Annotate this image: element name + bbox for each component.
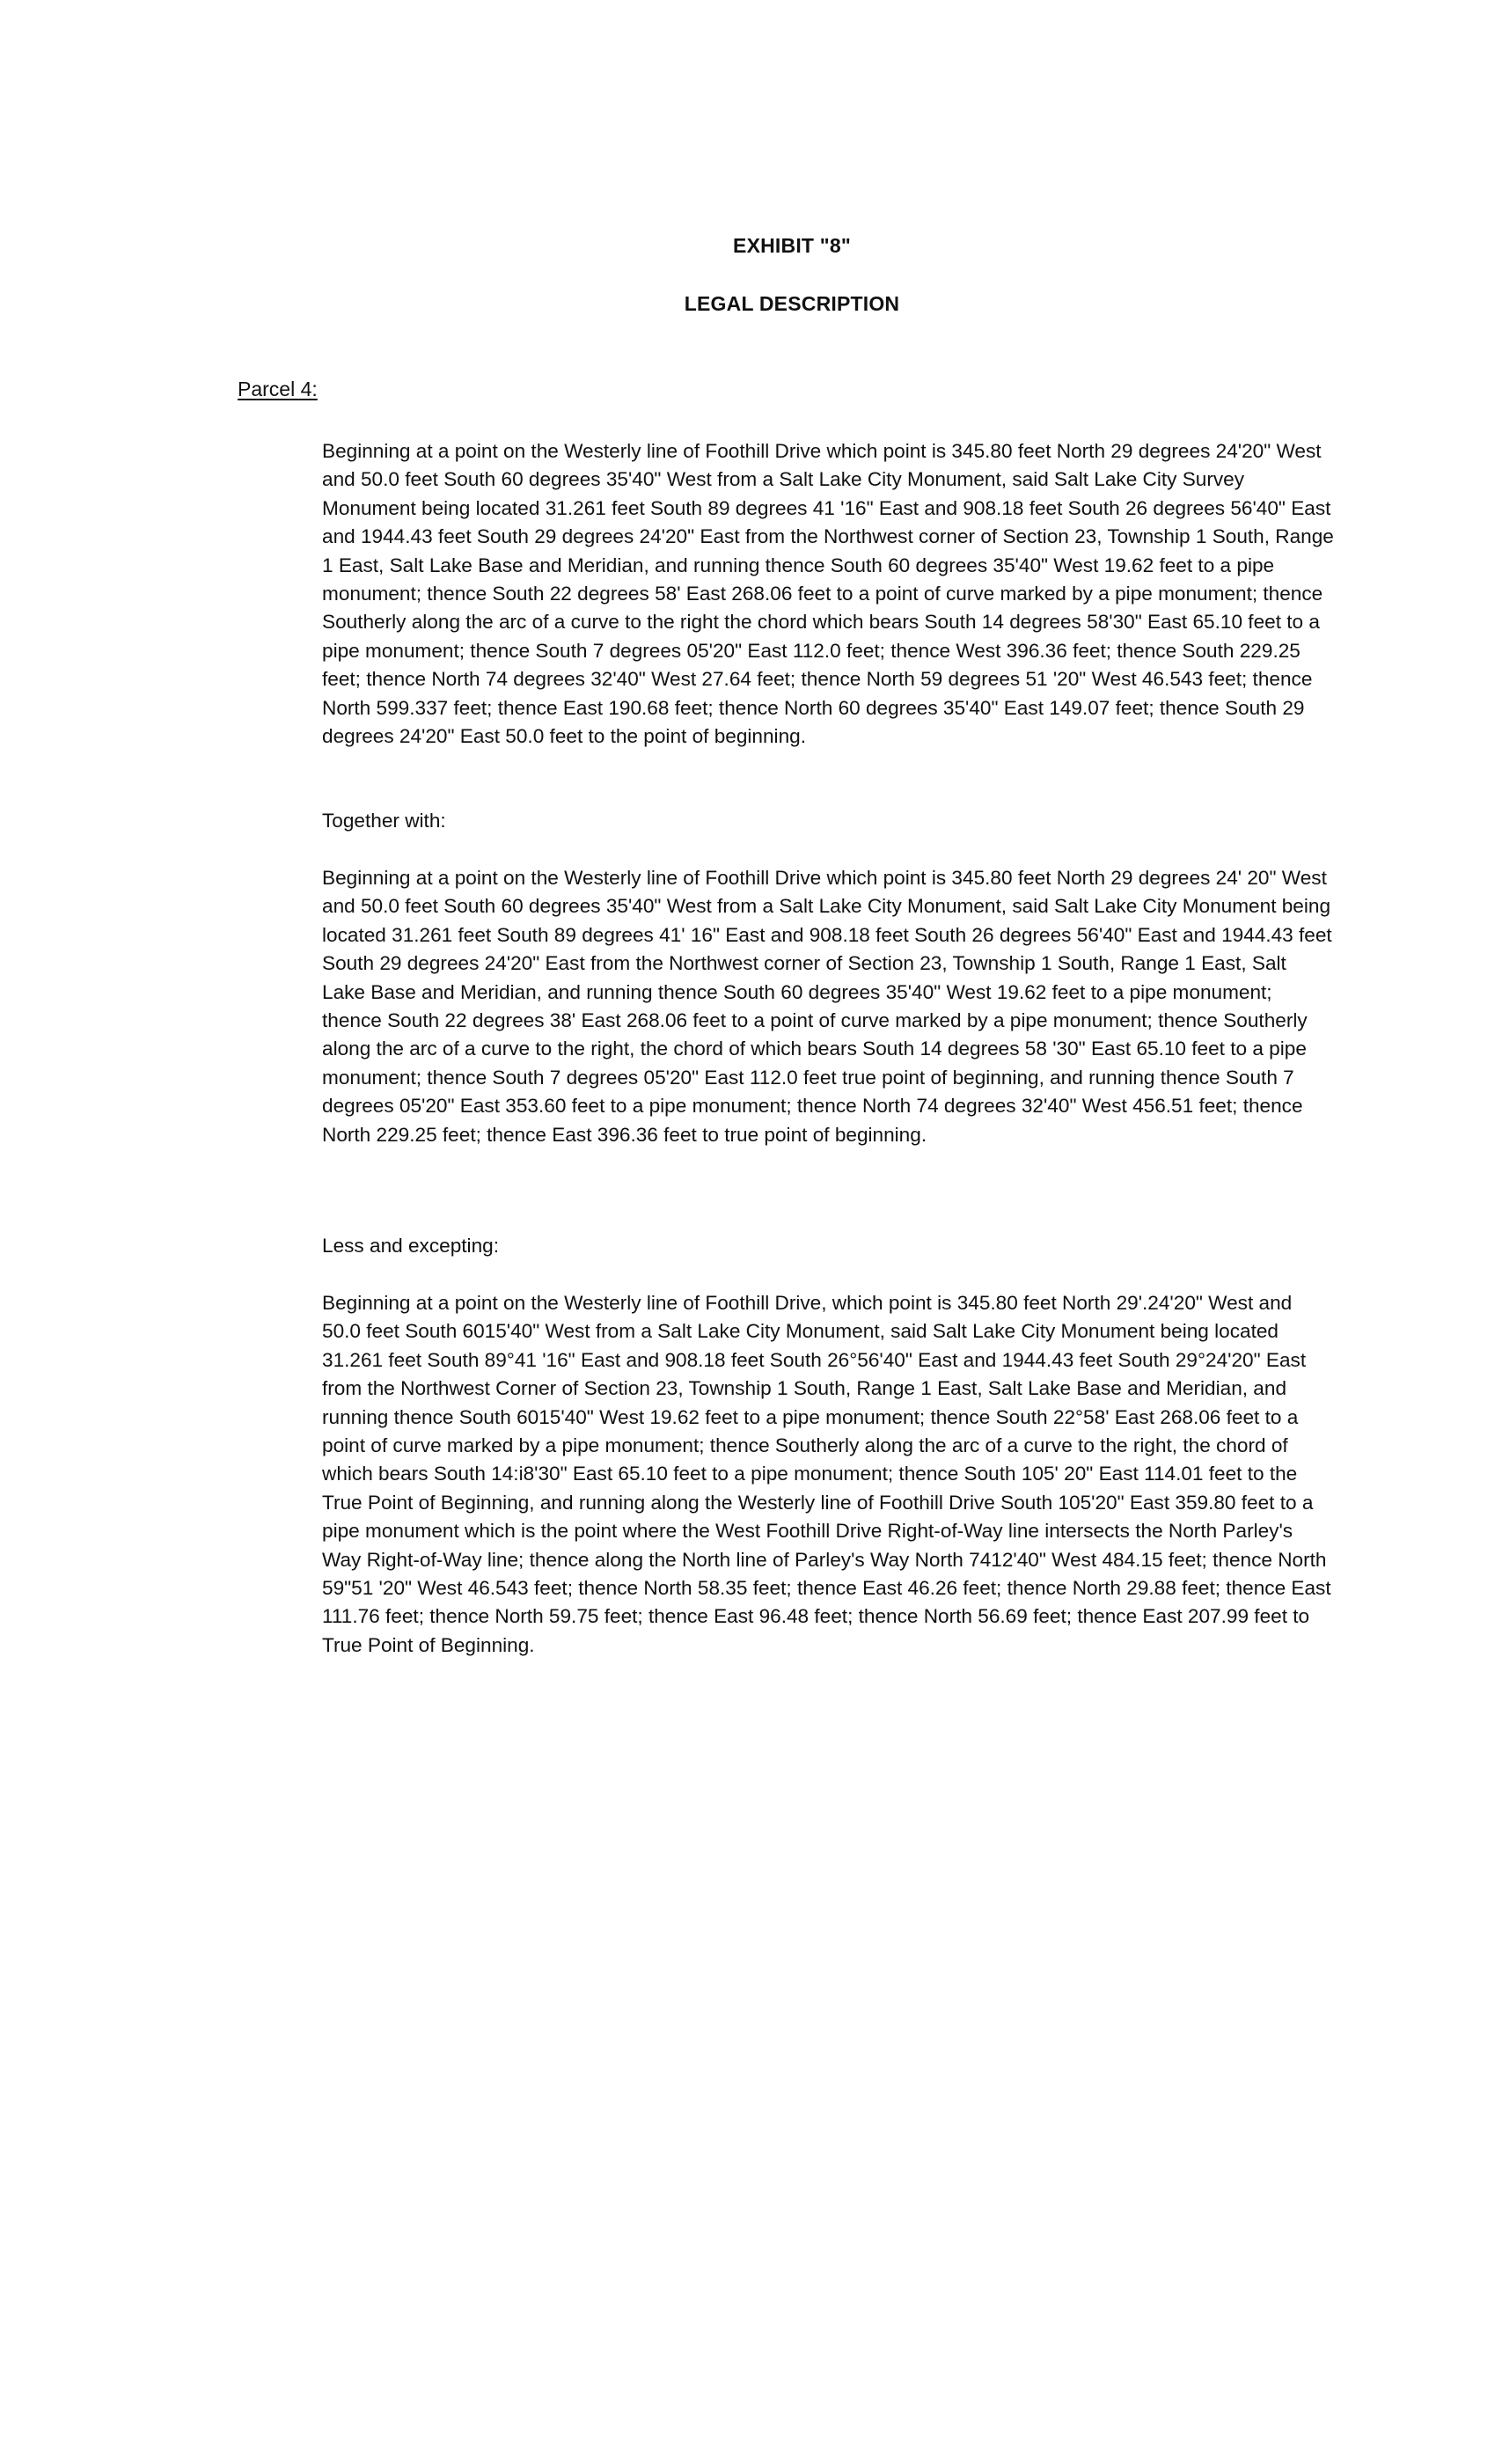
less-and-excepting-heading: Less and excepting:	[322, 1235, 499, 1257]
together-with-heading: Together with:	[322, 810, 446, 832]
exhibit-title: EXHIBIT "8"	[733, 234, 851, 257]
document-subtitle: LEGAL DESCRIPTION	[684, 292, 900, 315]
parcel-label: Parcel 4:	[238, 378, 318, 400]
together-with-paragraph: Beginning at a point on the Westerly line of Foothill Drive which point is 345.80 feet North 29 degrees 24' 20" West and 50.0 feet South 60 degrees 35'40" West from a Salt Lake City Monument, said Salt Lake City Monument being located 31.261 feet South 89 degrees 41' 16" East and 908.18 feet South 26 degrees 56'40" East and 1944.43 feet South 29 degrees 24'20" East from the Northwest corner of Section 23, Township 1 South, Range 1 East, Salt Lake Base and Meridian, and running thence South 60 degrees 35'40" West 19.62 feet to a pipe monument; thence South 22 degrees 38' East 268.06 feet to a point of curve marked by a pipe monument; thence Southerly along the arc of a curve to the right, the chord of which bears South 14 degrees 58 '30" East 65.10 feet to a pipe monument; thence South 7 degrees 05'20" East 112.0 feet true point of beginning, and running thence South 7 degrees 05'20" East 353.60 feet to a pipe monument; thence North 74 degrees 32'40" West 456.51 feet; thence North 229.25 feet; thence East 396.36 feet to true point of beginning.	[322, 867, 1332, 1146]
less-and-excepting-paragraph: Beginning at a point on the Westerly line of Foothill Drive, which point is 345.80 feet North 29'.24'20" West and 50.0 feet South 6015'40" West from a Salt Lake City Monument, said Salt Lake City Monument being located 31.261 feet South 89°41 '16" East and 908.18 feet South 26°56'40" East and 1944.43 feet South 29°24'20" East from the Northwest Corner of Section 23, Township 1 South, Range 1 East, Salt Lake Base and Meridian, and running thence South 6015'40" West 19.62 feet to a pipe monument; thence South 22°58' East 268.06 feet to a point of curve marked by a pipe monument; thence Southerly along the arc of a curve to the right, the chord of which bears South 14:i8'30" East 65.10 feet to a pipe monument; thence South 105' 20" East 114.01 feet to the True Point of Beginning, and running along the Westerly line of Foothill Drive South 105'20" East 359.80 feet to a pipe monument which is the point where the West Foothill Drive Right-of-Way line intersects the North Parley's Way Right-of-Way line; thence along the North line of Parley's Way North 7412'40" West 484.15 feet; thence North 59"51 '20" West 46.543 feet; thence North 58.35 feet; thence East 46.26 feet; thence North 29.88 feet; thence East 111.76 feet; thence North 59.75 feet; thence East 96.48 feet; thence North 56.69 feet; thence East 207.99 feet to True Point of Beginning.	[322, 1292, 1331, 1656]
legal-description-paragraph: Beginning at a point on the Westerly line of Foothill Drive which point is 345.80 feet North 29 degrees 24'20" West and 50.0 feet South 60 degrees 35'40" West from a Salt Lake City Monument, said Salt Lake City Survey Monument being located 31.261 feet South 89 degrees 41 '16" East and 908.18 feet South 26 degrees 56'40" East and 1944.43 feet South 29 degrees 24'20" East from the Northwest corner of Section 23, Township 1 South, Range 1 East, Salt Lake Base and Meridian, and running thence South 60 degrees 35'40" West 19.62 feet to a pipe monument; thence South 22 degrees 58' East 268.06 feet to a point of curve marked by a pipe monument; thence Southerly along the arc of a curve to the right the chord which bears South 14 degrees 58'30" East 65.10 feet to a pipe monument; thence South 7 degrees 05'20" East 112.0 feet; thence West 396.36 feet; thence South 229.25 feet; thence North 74 degrees 32'40" West 27.64 feet; thence North 59 degrees 51 '20" West 46.543 feet; thence North 599.337 feet; thence East 190.68 feet; thence North 60 degrees 35'40" East 149.07 feet; thence South 29 degrees 24'20" East 50.0 feet to the point of beginning.	[322, 440, 1334, 748]
